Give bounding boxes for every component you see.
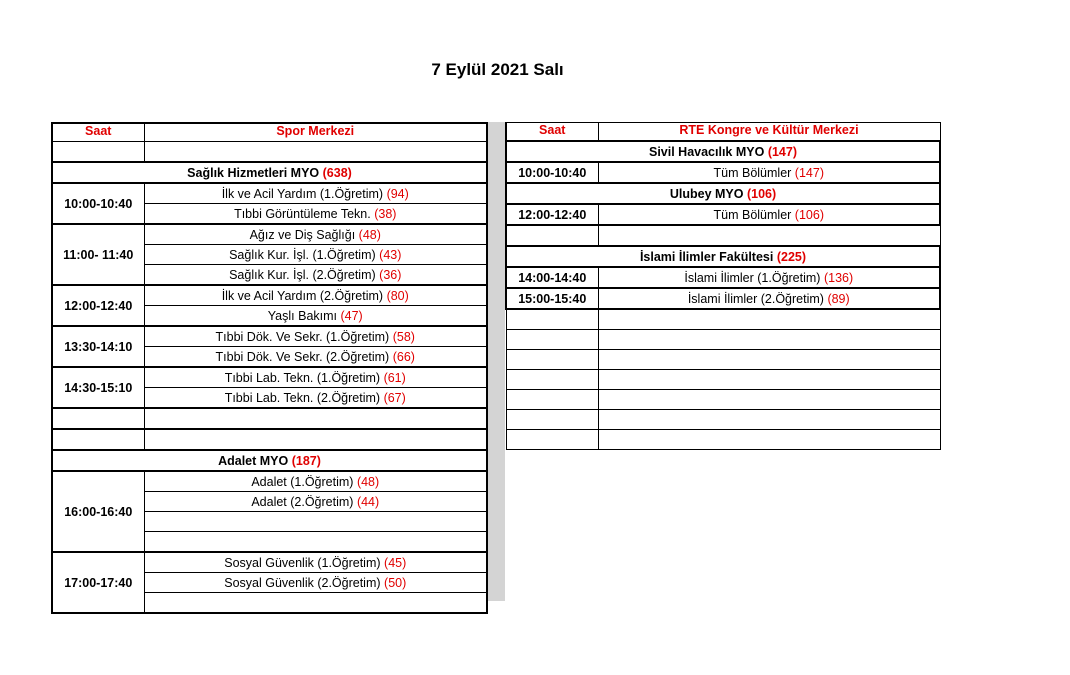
time-slot: 12:00-12:40 <box>506 204 598 225</box>
dept-cell: Adalet (2.Öğretim) (44) <box>144 492 487 512</box>
header-venue: RTE Kongre ve Kültür Merkezi <box>598 123 940 142</box>
table-row <box>52 224 487 245</box>
time-slot: 17:00-17:40 <box>52 552 144 613</box>
rte-kongre-table <box>505 122 941 450</box>
dept-cell: İslami İlimler (2.Öğretim) (89) <box>598 288 940 309</box>
blank-row <box>506 330 940 350</box>
time-slot: 13:30-14:10 <box>52 326 144 367</box>
dept-cell: Tıbbi Dök. Ve Sekr. (2.Öğretim) (66) <box>144 347 487 368</box>
time-slot: 14:30-15:10 <box>52 367 144 408</box>
time-slot: 10:00-10:40 <box>506 162 598 183</box>
dept-cell: Tıbbi Görüntüleme Tekn. (38) <box>144 204 487 225</box>
table-row <box>52 183 487 204</box>
time-slot: 11:00- 11:40 <box>52 224 144 285</box>
dept-cell: Tıbbi Lab. Tekn. (1.Öğretim) (61) <box>144 367 487 388</box>
time-slot: 14:00-14:40 <box>506 267 598 288</box>
section-header <box>506 183 940 204</box>
blank-row <box>506 390 940 410</box>
blank-row <box>506 225 940 246</box>
time-slot: 16:00-16:40 <box>52 471 144 552</box>
time-slot: 12:00-12:40 <box>52 285 144 326</box>
page-title: 7 Eylül 2021 Salı <box>431 60 564 79</box>
dept-cell: Tıbbi Dök. Ve Sekr. (1.Öğretim) (58) <box>144 326 487 347</box>
header-time: Saat <box>506 123 598 142</box>
table-row <box>52 367 487 388</box>
table-row <box>52 552 487 573</box>
table-row <box>506 267 940 288</box>
header-time: Saat <box>52 123 144 142</box>
time-slot: 15:00-15:40 <box>506 288 598 309</box>
table-row <box>52 285 487 306</box>
spor-merkezi-table <box>51 122 488 614</box>
dept-cell: Sosyal Güvenlik (1.Öğretim) (45) <box>144 552 487 573</box>
blank-row <box>52 429 487 450</box>
islami-section-title: İslami İlimler Fakültesi (225) <box>506 246 940 267</box>
dept-cell: Sağlık Kur. İşl. (1.Öğretim) (43) <box>144 245 487 265</box>
adalet-section-title: Adalet MYO (187) <box>52 450 487 471</box>
dept-cell: Yaşlı Bakımı (47) <box>144 306 487 327</box>
blank-row <box>506 350 940 370</box>
dept-cell: İlk ve Acil Yardım (2.Öğretim) (80) <box>144 285 487 306</box>
column-divider <box>488 122 505 601</box>
dept-cell: Adalet (1.Öğretim) (48) <box>144 471 487 492</box>
blank-row <box>506 309 940 330</box>
table-header <box>52 123 487 142</box>
dept-cell: İslami İlimler (1.Öğretim) (136) <box>598 267 940 288</box>
ulubey-section-title: Ulubey MYO (106) <box>506 183 940 204</box>
sivil-section-title: Sivil Havacılık MYO (147) <box>506 141 940 162</box>
header-venue: Spor Merkezi <box>144 123 487 142</box>
section-header <box>506 246 940 267</box>
table-row <box>52 326 487 347</box>
section-header <box>52 450 487 471</box>
dept-cell: Tıbbi Lab. Tekn. (2.Öğretim) (67) <box>144 388 487 409</box>
dept-cell: Tüm Bölümler (147) <box>598 162 940 183</box>
section-header <box>506 141 940 162</box>
time-slot: 10:00-10:40 <box>52 183 144 224</box>
blank-row <box>506 410 940 430</box>
section-header <box>52 162 487 183</box>
dept-cell: Ağız ve Diş Sağlığı (48) <box>144 224 487 245</box>
saglik-section-title: Sağlık Hizmetleri MYO (638) <box>52 162 487 183</box>
table-row <box>52 471 487 492</box>
blank-row <box>52 408 487 429</box>
blank-row <box>52 142 487 163</box>
dept-cell: Sosyal Güvenlik (2.Öğretim) (50) <box>144 573 487 593</box>
blank-row <box>506 430 940 450</box>
dept-cell: İlk ve Acil Yardım (1.Öğretim) (94) <box>144 183 487 204</box>
dept-cell: Sağlık Kur. İşl. (2.Öğretim) (36) <box>144 265 487 286</box>
table-row <box>506 288 940 309</box>
blank-row <box>506 370 940 390</box>
dept-cell: Tüm Bölümler (106) <box>598 204 940 225</box>
